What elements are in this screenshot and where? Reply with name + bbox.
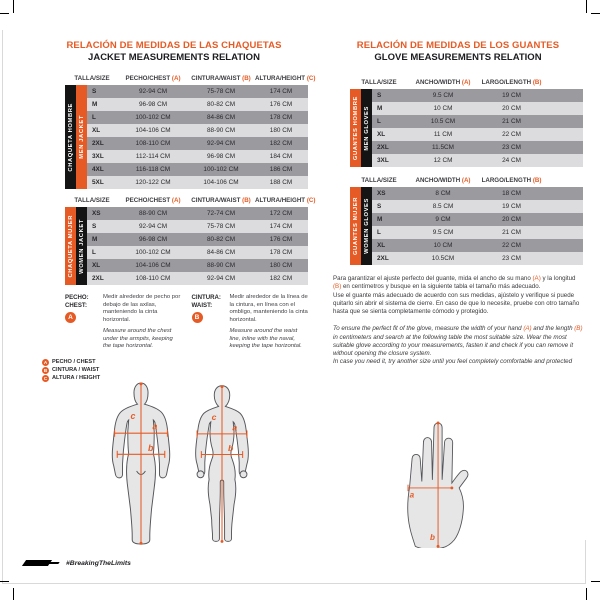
jackets-section bbox=[40, 40, 316, 454]
table-header bbox=[65, 75, 316, 82]
legend-item bbox=[42, 367, 308, 374]
crop-mark bbox=[586, 588, 587, 600]
band-label-es: GUANTES HOMBRE bbox=[352, 95, 359, 161]
header-width-key: (A) bbox=[461, 177, 471, 184]
cell-height: 180 CM bbox=[269, 127, 293, 134]
cell-size: S bbox=[377, 92, 382, 99]
header-width-key: (A) bbox=[461, 79, 471, 86]
cell-size: 2XL bbox=[377, 255, 389, 262]
cell-height: 176 CM bbox=[269, 236, 293, 243]
text-segment: en centímetros y busque en la siguiente tabla el tamaño más adecuado. bbox=[341, 283, 541, 291]
cell-chest: 120-122 CM bbox=[135, 179, 171, 186]
cell-length: 23 CM bbox=[502, 144, 521, 151]
female-chest-label: a bbox=[232, 422, 238, 433]
cell-waist: 72-74 CM bbox=[206, 210, 236, 217]
header-size: TALLA/SIZE bbox=[74, 75, 110, 82]
cell-waist: 84-86 CM bbox=[206, 114, 236, 121]
header-width bbox=[408, 79, 478, 86]
crop-mark bbox=[591, 13, 600, 14]
chest-instruction bbox=[65, 294, 182, 351]
header-chest bbox=[119, 197, 187, 204]
women-gloves-table bbox=[350, 177, 583, 265]
table-row bbox=[372, 252, 583, 265]
gloves-text-en bbox=[333, 325, 583, 366]
table-row bbox=[372, 200, 583, 213]
male-waist-label: b bbox=[148, 442, 154, 453]
cell-size: M bbox=[377, 216, 383, 223]
band-label-es: CHAQUETA MUJER bbox=[67, 214, 74, 278]
cell-height: 184 CM bbox=[269, 153, 293, 160]
cell-size: 3XL bbox=[377, 157, 389, 164]
cell-length: 22 CM bbox=[502, 131, 521, 138]
cell-height: 178 CM bbox=[269, 249, 293, 256]
header-length-label: LARGO/LENGTH bbox=[481, 177, 532, 184]
header-height-label: ALTURA/HEIGHT bbox=[255, 197, 306, 204]
cell-size: XL bbox=[92, 127, 101, 134]
header-width-label: ANCHO/WIDTH bbox=[415, 79, 461, 86]
cell-waist: 92-94 CM bbox=[206, 275, 236, 282]
table-row bbox=[87, 124, 308, 137]
cell-size: S bbox=[92, 223, 97, 230]
table-row bbox=[87, 259, 308, 272]
crop-mark bbox=[0, 581, 9, 582]
gloves-section bbox=[333, 40, 583, 542]
gloves-title-es: RELACIÓN DE MEDIDAS DE LOS GUANTES bbox=[356, 40, 560, 51]
cell-width: 10.5CM bbox=[431, 255, 455, 262]
chest-text-es: Medir alrededor de pecho por debajo de las axilas, manteniendo la cinta horizontal. bbox=[103, 294, 181, 323]
waist-label-en: WAIST: bbox=[191, 301, 213, 309]
jackets-title-es: RELACIÓN DE MEDIDAS DE LAS CHAQUETAS bbox=[66, 40, 282, 51]
chest-key-badge: A bbox=[65, 312, 76, 323]
cell-height: 176 CM bbox=[269, 101, 293, 108]
hand-length-label: b bbox=[429, 532, 435, 542]
male-figure-diagram bbox=[97, 378, 185, 550]
table-row bbox=[87, 233, 308, 246]
cell-chest: 88-90 CM bbox=[138, 210, 168, 217]
cell-height: 182 CM bbox=[269, 275, 293, 282]
waist-text-es: Medir alrededor de la línea de la cintura, en línea con el ombligo, manteniendo la cinta horizontal. bbox=[229, 294, 308, 323]
table-header bbox=[65, 197, 316, 204]
cell-length: 18 CM bbox=[502, 190, 521, 197]
table-row bbox=[87, 246, 308, 259]
cell-size: 2XL bbox=[92, 140, 104, 147]
cell-waist: 104-106 CM bbox=[203, 179, 239, 186]
cell-width: 9.5 CM bbox=[432, 229, 454, 236]
legend-key-b: B bbox=[43, 367, 48, 373]
cell-chest: 96-98 CM bbox=[138, 101, 168, 108]
cell-width: 10.5 CM bbox=[430, 118, 456, 125]
women-jacket-table bbox=[65, 197, 316, 285]
cell-length: 20 CM bbox=[502, 105, 521, 112]
hand-diagram bbox=[397, 410, 471, 548]
key-b: (B) bbox=[333, 283, 342, 291]
cell-size: XL bbox=[377, 242, 386, 249]
header-waist bbox=[187, 75, 255, 82]
men-gloves-table bbox=[350, 79, 583, 167]
header-height bbox=[255, 75, 316, 82]
cell-height: 174 CM bbox=[269, 88, 293, 95]
cell-width: 10 CM bbox=[433, 105, 453, 112]
chest-label-en: CHEST: bbox=[65, 301, 88, 309]
table-row bbox=[372, 89, 583, 102]
header-length bbox=[478, 177, 545, 184]
header-chest-key: (A) bbox=[171, 75, 181, 82]
header-length bbox=[478, 79, 545, 86]
band-label-en: WOMEN GLOVES bbox=[363, 198, 370, 254]
cell-waist: 75-78 CM bbox=[206, 88, 236, 95]
cell-waist: 100-102 CM bbox=[203, 166, 239, 173]
cell-width: 11.5CM bbox=[432, 144, 454, 151]
cell-length: 21 CM bbox=[502, 118, 521, 125]
table-row bbox=[87, 272, 308, 285]
header-height-key: (C) bbox=[306, 197, 316, 204]
legend-label: CINTURA / WAIST bbox=[52, 367, 100, 374]
legend-label: PECHO / CHEST bbox=[52, 359, 96, 366]
women-jacket-band bbox=[65, 207, 87, 285]
cell-height: 178 CM bbox=[269, 114, 293, 121]
cell-height: 180 CM bbox=[269, 262, 293, 269]
cell-height: 182 CM bbox=[269, 140, 293, 147]
table-row bbox=[372, 115, 583, 128]
crop-mark bbox=[591, 581, 600, 582]
table-row bbox=[372, 128, 583, 141]
waist-key-badge: B bbox=[192, 312, 203, 323]
band-label-es: CHAQUETA HOMBRE bbox=[67, 102, 74, 172]
cell-chest: 92-94 CM bbox=[138, 223, 168, 230]
cell-waist: 88-90 CM bbox=[206, 262, 236, 269]
header-height-label: ALTURA/HEIGHT bbox=[255, 75, 306, 82]
cell-size: XL bbox=[377, 131, 386, 138]
cell-waist: 75-78 CM bbox=[206, 223, 236, 230]
key-b: (B) bbox=[574, 325, 583, 333]
table-header bbox=[350, 177, 583, 184]
cell-size: L bbox=[92, 249, 96, 256]
female-figure-diagram bbox=[179, 378, 265, 550]
female-waist-label: b bbox=[228, 443, 234, 454]
table-row bbox=[87, 85, 308, 98]
table-row bbox=[372, 102, 583, 115]
page-edge-left bbox=[2, 30, 3, 583]
men-jacket-table bbox=[65, 75, 316, 189]
band-label-es: GUANTES MUJER bbox=[352, 196, 359, 256]
band-label-en: WOMEN JACKET bbox=[78, 218, 85, 274]
cell-size: 3XL bbox=[92, 153, 104, 160]
table-row bbox=[372, 141, 583, 154]
men-jacket-band bbox=[65, 85, 87, 189]
text-segment: and the length bbox=[531, 325, 575, 333]
women-gloves-band bbox=[350, 187, 372, 265]
table-row bbox=[87, 137, 308, 150]
legend-key-a: A bbox=[43, 359, 48, 365]
header-waist-label: CINTURA/WAIST bbox=[191, 75, 241, 82]
key-a: (A) bbox=[532, 275, 541, 282]
cell-length: 23 CM bbox=[502, 255, 521, 262]
table-header bbox=[350, 79, 583, 86]
cell-width: 9.5 CM bbox=[432, 92, 454, 99]
brand-logo bbox=[24, 559, 58, 567]
header-chest-key: (A) bbox=[171, 197, 181, 204]
cell-chest: 100-102 CM bbox=[135, 114, 171, 121]
cell-height: 186 CM bbox=[269, 166, 293, 173]
cell-length: 20 CM bbox=[502, 216, 521, 223]
cell-width: 12 CM bbox=[433, 157, 453, 164]
band-label-en: MEN JACKET bbox=[78, 115, 85, 159]
table-row bbox=[87, 111, 308, 124]
cell-chest: 96-98 CM bbox=[138, 236, 168, 243]
header-width-label: ANCHO/WIDTH bbox=[415, 177, 461, 184]
cell-chest: 116-118 CM bbox=[135, 166, 171, 173]
text-segment: in centimeters and search at the following table the most suitable size. Wear the most suitable glove according to your measurements, fasten it and check if you can remove it without opening the closure system. bbox=[333, 333, 574, 357]
cell-length: 22 CM bbox=[502, 242, 521, 249]
header-waist-key: (B) bbox=[242, 75, 251, 82]
cell-waist: 84-86 CM bbox=[206, 249, 236, 256]
key-a: (A) bbox=[523, 325, 532, 333]
cell-size: XL bbox=[92, 262, 101, 269]
hand-width-label: a bbox=[409, 490, 415, 500]
header-length-label: LARGO/LENGTH bbox=[481, 79, 532, 86]
cell-chest: 112-114 CM bbox=[135, 153, 171, 160]
header-width bbox=[408, 177, 478, 184]
jackets-title-en: JACKET MEASUREMENTS RELATION bbox=[88, 52, 260, 63]
female-height-label: c bbox=[211, 412, 217, 423]
table-row bbox=[372, 239, 583, 252]
cell-size: M bbox=[92, 236, 98, 243]
header-chest-label: PECHO/CHEST bbox=[125, 75, 171, 82]
header-waist-key: (B) bbox=[242, 197, 251, 204]
cell-size: L bbox=[377, 229, 381, 236]
legend-key-c: C bbox=[43, 375, 48, 381]
header-length-key: (B) bbox=[532, 177, 542, 184]
cell-waist: 80-82 CM bbox=[206, 101, 236, 108]
table-row bbox=[87, 98, 308, 111]
page-edge-right bbox=[585, 540, 586, 583]
cell-size: L bbox=[377, 118, 381, 125]
cell-width: 9 CM bbox=[435, 216, 451, 223]
cell-size: XS bbox=[92, 210, 101, 217]
table-row bbox=[372, 213, 583, 226]
cell-size: 5XL bbox=[92, 179, 104, 186]
crop-mark bbox=[586, 0, 587, 13]
cell-height: 172 CM bbox=[269, 210, 293, 217]
table-row bbox=[87, 207, 308, 220]
text-segment: y la longitud bbox=[540, 275, 576, 282]
cell-size: M bbox=[377, 105, 383, 112]
cell-length: 24 CM bbox=[502, 157, 521, 164]
table-row bbox=[87, 220, 308, 233]
header-chest bbox=[119, 75, 187, 82]
header-size: TALLA/SIZE bbox=[361, 177, 397, 184]
cell-waist: 92-94 CM bbox=[206, 140, 236, 147]
waist-label-es: CINTURA: bbox=[191, 294, 221, 301]
cell-height: 174 CM bbox=[269, 223, 293, 230]
text-segment: Use el guante más adecuado de acuerdo con sus medidas, ajústelo y verifique si puede quitarlo sin abrir el sistema de cierre. En caso de que lo necesite, pruebe con otro tamaño hasta que se sienta completamente cómodo y protegido. bbox=[333, 291, 580, 315]
cell-size: 2XL bbox=[377, 144, 389, 151]
cell-size: S bbox=[377, 203, 382, 210]
header-chest-label: PECHO/CHEST bbox=[125, 197, 171, 204]
header-waist-label: CINTURA/WAIST bbox=[191, 197, 241, 204]
cell-chest: 92-94 CM bbox=[138, 88, 168, 95]
cell-chest: 104-106 CM bbox=[135, 262, 171, 269]
header-waist bbox=[187, 197, 255, 204]
cell-size: 4XL bbox=[92, 166, 104, 173]
chest-label-es: PECHO: bbox=[65, 294, 89, 301]
header-height bbox=[255, 197, 316, 204]
male-chest-label: a bbox=[152, 421, 158, 432]
cell-length: 19 CM bbox=[502, 203, 521, 210]
header-size: TALLA/SIZE bbox=[361, 79, 397, 86]
cell-length: 19 CM bbox=[502, 92, 521, 99]
waist-instruction bbox=[192, 294, 309, 351]
cell-height: 188 CM bbox=[269, 179, 293, 186]
gloves-title-en: GLOVE MEASUREMENTS RELATION bbox=[374, 52, 542, 63]
measure-instructions bbox=[65, 294, 308, 351]
cell-waist: 80-82 CM bbox=[206, 236, 236, 243]
cell-size: L bbox=[92, 114, 96, 121]
table-row bbox=[372, 187, 583, 200]
cell-length: 21 CM bbox=[502, 229, 521, 236]
cell-chest: 108-110 CM bbox=[135, 140, 171, 147]
text-segment: Para garantizar el ajuste perfecto del guante, mida el ancho de su mano bbox=[333, 275, 533, 282]
cell-waist: 96-98 CM bbox=[206, 153, 236, 160]
men-gloves-band bbox=[350, 89, 372, 167]
cell-width: 8.5 CM bbox=[432, 203, 454, 210]
text-segment: To ensure the perfect fit of the glove, measure the width of your hand bbox=[333, 325, 524, 333]
header-length-key: (B) bbox=[532, 79, 542, 86]
cell-size: M bbox=[92, 101, 98, 108]
page-footer bbox=[24, 559, 131, 567]
header-size: TALLA/SIZE bbox=[74, 197, 110, 204]
table-row bbox=[87, 150, 308, 163]
cell-size: 2XL bbox=[92, 275, 104, 282]
cell-waist: 88-90 CM bbox=[206, 127, 236, 134]
cell-width: 11 CM bbox=[433, 131, 453, 138]
gloves-text-es bbox=[333, 275, 583, 316]
crop-mark bbox=[13, 588, 14, 600]
cell-width: 10 CM bbox=[433, 242, 453, 249]
band-label-en: MEN GLOVES bbox=[363, 105, 370, 151]
legend-item bbox=[42, 359, 308, 366]
footer-hashtag: #BreakingTheLimits bbox=[66, 559, 131, 567]
cell-size: S bbox=[92, 88, 97, 95]
table-row bbox=[372, 154, 583, 167]
table-row bbox=[372, 226, 583, 239]
header-height-key: (C) bbox=[306, 75, 316, 82]
cell-chest: 104-106 CM bbox=[135, 127, 171, 134]
crop-mark bbox=[13, 0, 14, 13]
legend-label: ALTURA / HEIGHT bbox=[52, 375, 101, 382]
cell-chest: 108-110 CM bbox=[135, 275, 171, 282]
chest-text-en: Measure around the chest under the armpits, keeping the tape horizontal. bbox=[103, 328, 173, 350]
table-row bbox=[87, 176, 308, 189]
text-segment: In case you need it, try another size until you feel completely comfortable and protected bbox=[333, 358, 573, 366]
cell-size: XS bbox=[377, 190, 386, 197]
table-row bbox=[87, 163, 308, 176]
cell-width: 8 CM bbox=[435, 190, 451, 197]
crop-mark bbox=[0, 13, 9, 14]
cell-chest: 100-102 CM bbox=[135, 249, 171, 256]
page-edge-bottom bbox=[2, 583, 586, 584]
waist-text-en: Measure around the waist line, inline with the naval, keeping the tape horizontal. bbox=[229, 328, 302, 350]
male-height-label: c bbox=[130, 411, 136, 422]
